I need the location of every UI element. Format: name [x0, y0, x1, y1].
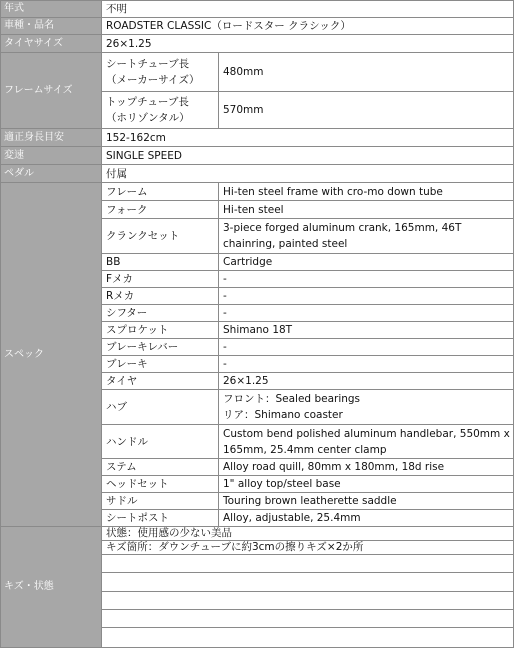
height-value: 152-162cm: [102, 129, 514, 147]
row-year: [1, 1, 514, 18]
spec-item-name: サドル: [102, 493, 219, 510]
row-tire-size: [1, 35, 514, 53]
condition-row: [1, 527, 514, 541]
spec-item-value: -: [219, 356, 514, 373]
spec-item-name: BB: [102, 254, 219, 271]
spec-item-name: ブレーキレバー: [102, 339, 219, 356]
seat-tube-value: 480mm: [219, 53, 514, 92]
top-tube-label: トップチューブ長 （ホリゾンタル）: [102, 92, 219, 129]
spec-item-name: シフター: [102, 305, 219, 322]
spec-item-value: -: [219, 288, 514, 305]
seat-tube-label: シートチューブ長 （メーカーサイズ）: [102, 53, 219, 92]
condition-line: [102, 610, 514, 628]
condition-line: キズ箇所：ダウンチューブに約3cmの擦りキズ×2か所: [102, 541, 514, 555]
tire-size-label: タイヤサイズ: [1, 35, 102, 53]
spec-item-value: Touring brown leatherette saddle: [219, 493, 514, 510]
row-speed: [1, 147, 514, 165]
year-value: 不明: [102, 1, 514, 18]
name-value: ROADSTER CLASSIC（ロードスター クラシック）: [102, 18, 514, 35]
height-label: 適正身長目安: [1, 129, 102, 147]
spec-item-name: ステム: [102, 459, 219, 476]
spec-item-name: シートポスト: [102, 510, 219, 527]
spec-item-name: フォーク: [102, 201, 219, 219]
frame-size-label: フレームサイズ: [1, 53, 102, 129]
spec-item-value: -: [219, 305, 514, 322]
spec-item-name: クランクセット: [102, 219, 219, 254]
spec-item-name: ハンドル: [102, 425, 219, 459]
spec-item-value: -: [219, 271, 514, 288]
speed-value: SINGLE SPEED: [102, 147, 514, 165]
spec-item-name: Rメカ: [102, 288, 219, 305]
row-name: [1, 18, 514, 35]
top-tube-value: 570mm: [219, 92, 514, 129]
row-pedal: [1, 165, 514, 183]
spec-item-value: 26×1.25: [219, 373, 514, 390]
condition-line: [102, 628, 514, 648]
row-seat-tube: [1, 53, 514, 92]
spec-item-value: Alloy road quill, 80mm x 180mm, 18d rise: [219, 459, 514, 476]
condition-line: [102, 573, 514, 592]
spec-row: [1, 183, 514, 201]
name-label: 車種・品名: [1, 18, 102, 35]
spec-section-label: スペック: [1, 183, 102, 527]
spec-item-value: 1" alloy top/steel base: [219, 476, 514, 493]
condition-section-label: キズ・状態: [1, 527, 102, 648]
spec-item-value: -: [219, 339, 514, 356]
pedal-value: 付属: [102, 165, 514, 183]
spec-item-value: Cartridge: [219, 254, 514, 271]
condition-line: [102, 592, 514, 610]
spec-item-value: Shimano 18T: [219, 322, 514, 339]
condition-line: [102, 555, 514, 573]
spec-item-name: ヘッドセット: [102, 476, 219, 493]
spec-item-value: 3-piece forged aluminum crank, 165mm, 46T chainring, painted steel: [219, 219, 514, 254]
spec-item-value: Custom bend polished aluminum handlebar, 550mm x 165mm, 25.4mm center clamp: [219, 425, 514, 459]
spec-item-value: Alloy, adjustable, 25.4mm: [219, 510, 514, 527]
row-height: [1, 129, 514, 147]
spec-item-value: フロント：Sealed bearings リア：Shimano coaster: [219, 390, 514, 425]
spec-item-name: Fメカ: [102, 271, 219, 288]
spec-item-value: Hi-ten steel frame with cro-mo down tube: [219, 183, 514, 201]
spec-item-name: ブレーキ: [102, 356, 219, 373]
spec-item-value: Hi-ten steel: [219, 201, 514, 219]
speed-label: 変速: [1, 147, 102, 165]
pedal-label: ペダル: [1, 165, 102, 183]
spec-item-name: スプロケット: [102, 322, 219, 339]
condition-line: 状態：使用感の少ない美品: [102, 527, 514, 541]
spec-item-name: ハブ: [102, 390, 219, 425]
year-label: 年式: [1, 1, 102, 18]
spec-item-name: タイヤ: [102, 373, 219, 390]
tire-size-value: 26×1.25: [102, 35, 514, 53]
spec-item-name: フレーム: [102, 183, 219, 201]
